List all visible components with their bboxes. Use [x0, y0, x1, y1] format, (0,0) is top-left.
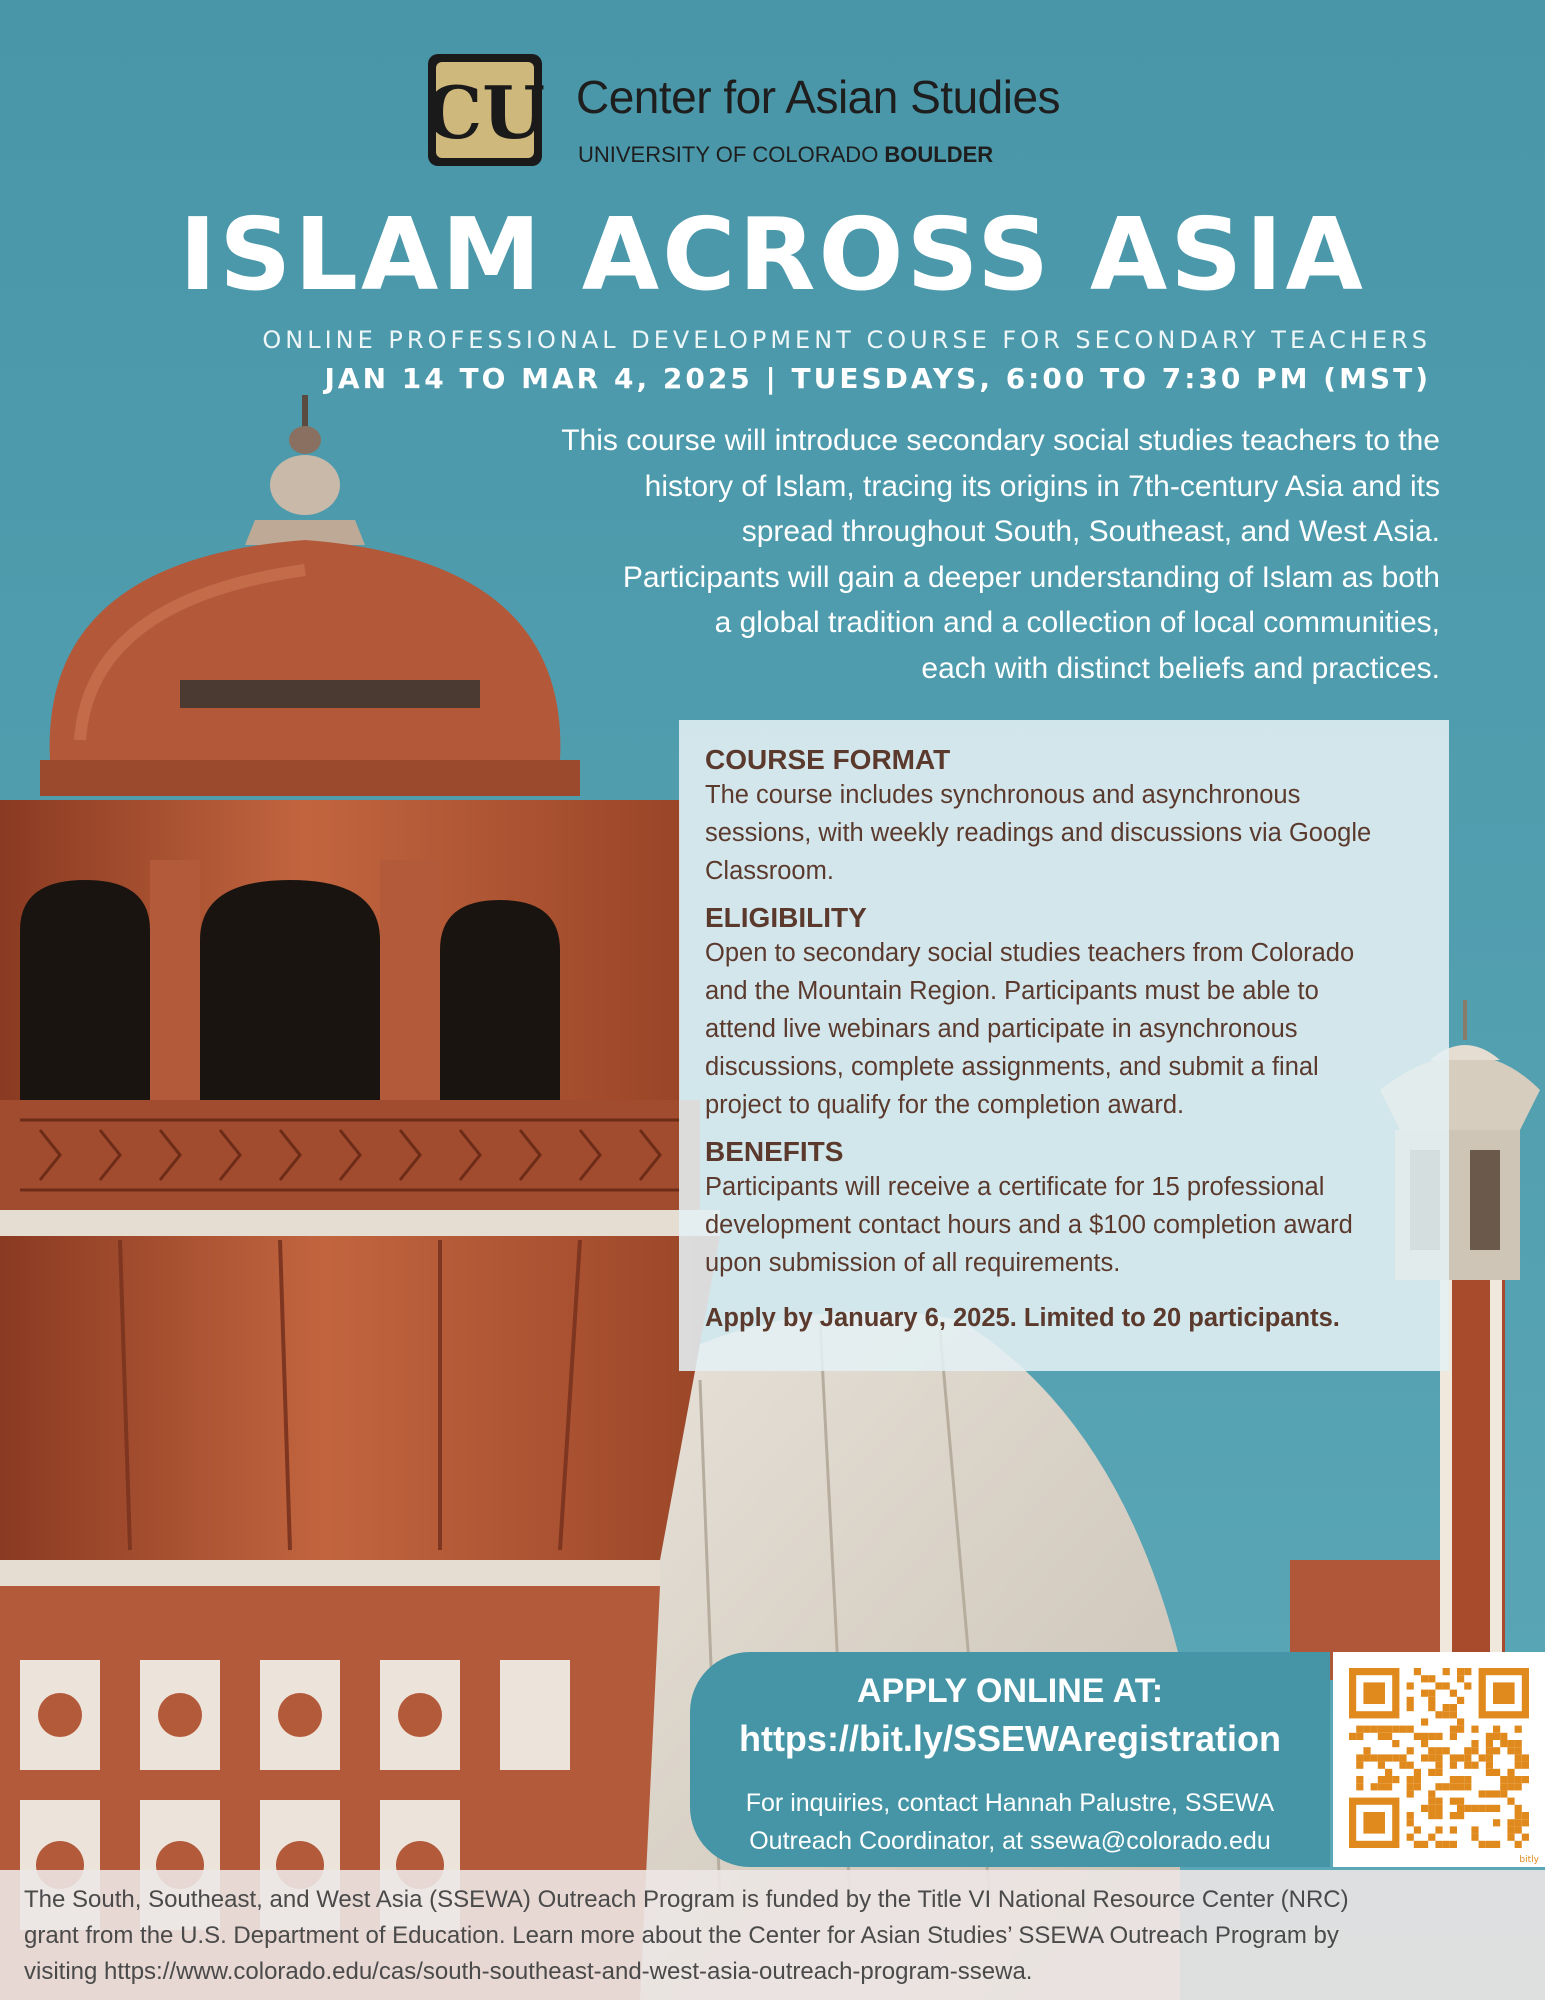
apply-online-label: APPLY ONLINE AT: — [856, 1672, 1164, 1710]
intro-line: a global tradition and a collection of local communities, — [714, 606, 1440, 639]
intro-line: This course will introduce secondary social studies teachers to the — [561, 424, 1440, 457]
header-logo-block — [424, 50, 1144, 175]
course-format-text: The course includes synchronous and asynchronous sessions, with weekly readings and discussions via Google Classroom. — [705, 781, 1372, 885]
course-subtitle: ONLINE PROFESSIONAL DEVELOPMENT COURSE FOR SECONDARY TEACHERS — [262, 326, 1431, 354]
benefits-heading: BENEFITS — [705, 1136, 844, 1167]
registration-qr-code[interactable] — [1333, 1652, 1545, 1867]
apply-online-box — [690, 1652, 1330, 1867]
benefits-text: Participants will receive a certificate for 15 professional development contact hours and a $100 completion award upon submission of all requirements. — [705, 1173, 1353, 1277]
course-dates: JAN 14 TO MAR 4, 2025 | TUESDAYS, 6:00 TO 7:30 PM (MST) — [324, 362, 1431, 395]
qr-code-icon — [1349, 1668, 1529, 1848]
eligibility-text: Open to secondary social studies teachers from Colorado and the Mountain Region. Participants must be able to attend live webinars and participate in asynchronous discussions, complete assignments, and submit a final project to qualify for the completion award. — [705, 939, 1355, 1119]
registration-link[interactable]: https://bit.ly/SSEWAregistration — [738, 1718, 1282, 1759]
footer-line: visiting https://www.colorado.edu/cas/south-southeast-and-west-asia-outreach-program-ssewa. — [24, 1958, 1033, 1985]
intro-line: spread throughout South, Southeast, and West Asia. — [741, 515, 1440, 548]
svg-text:CU: CU — [424, 70, 546, 155]
qr-brand-tag: bitly — [1519, 1855, 1539, 1865]
eligibility-heading: ELIGIBILITY — [705, 902, 867, 933]
intro-line: history of Islam, tracing its origins in 7th-century Asia and its — [644, 469, 1440, 503]
university-name: UNIVERSITY OF COLORADO BOULDER — [578, 142, 994, 167]
funding-footer — [0, 1870, 1545, 2000]
page-title: ISLAM ACROSS ASIA — [179, 196, 1366, 313]
course-info-panel — [679, 720, 1449, 1371]
cu-logo-icon — [424, 50, 546, 170]
apply-deadline: Apply by January 6, 2025. Limited to 20 participants. — [705, 1304, 1340, 1332]
intro-line: each with distinct beliefs and practices. — [921, 651, 1440, 685]
course-format-heading: COURSE FORMAT — [705, 744, 951, 775]
footer-line: grant from the U.S. Department of Education. Learn more about the Center for Asian Studies’ SSEWA Outreach Program by — [24, 1922, 1339, 1949]
course-intro — [440, 418, 1440, 691]
org-name: Center for Asian Studies — [576, 71, 1061, 123]
intro-line: Participants will gain a deeper understanding of Islam as both — [622, 560, 1440, 594]
contact-info: For inquiries, contact Hannah Palustre, SSEWA Outreach Coordinator, at ssewa@colorado.edu — [745, 1789, 1275, 1855]
footer-line: The South, Southeast, and West Asia (SSEWA) Outreach Program is funded by the Title VI National Resource Center (NRC) — [24, 1886, 1349, 1913]
